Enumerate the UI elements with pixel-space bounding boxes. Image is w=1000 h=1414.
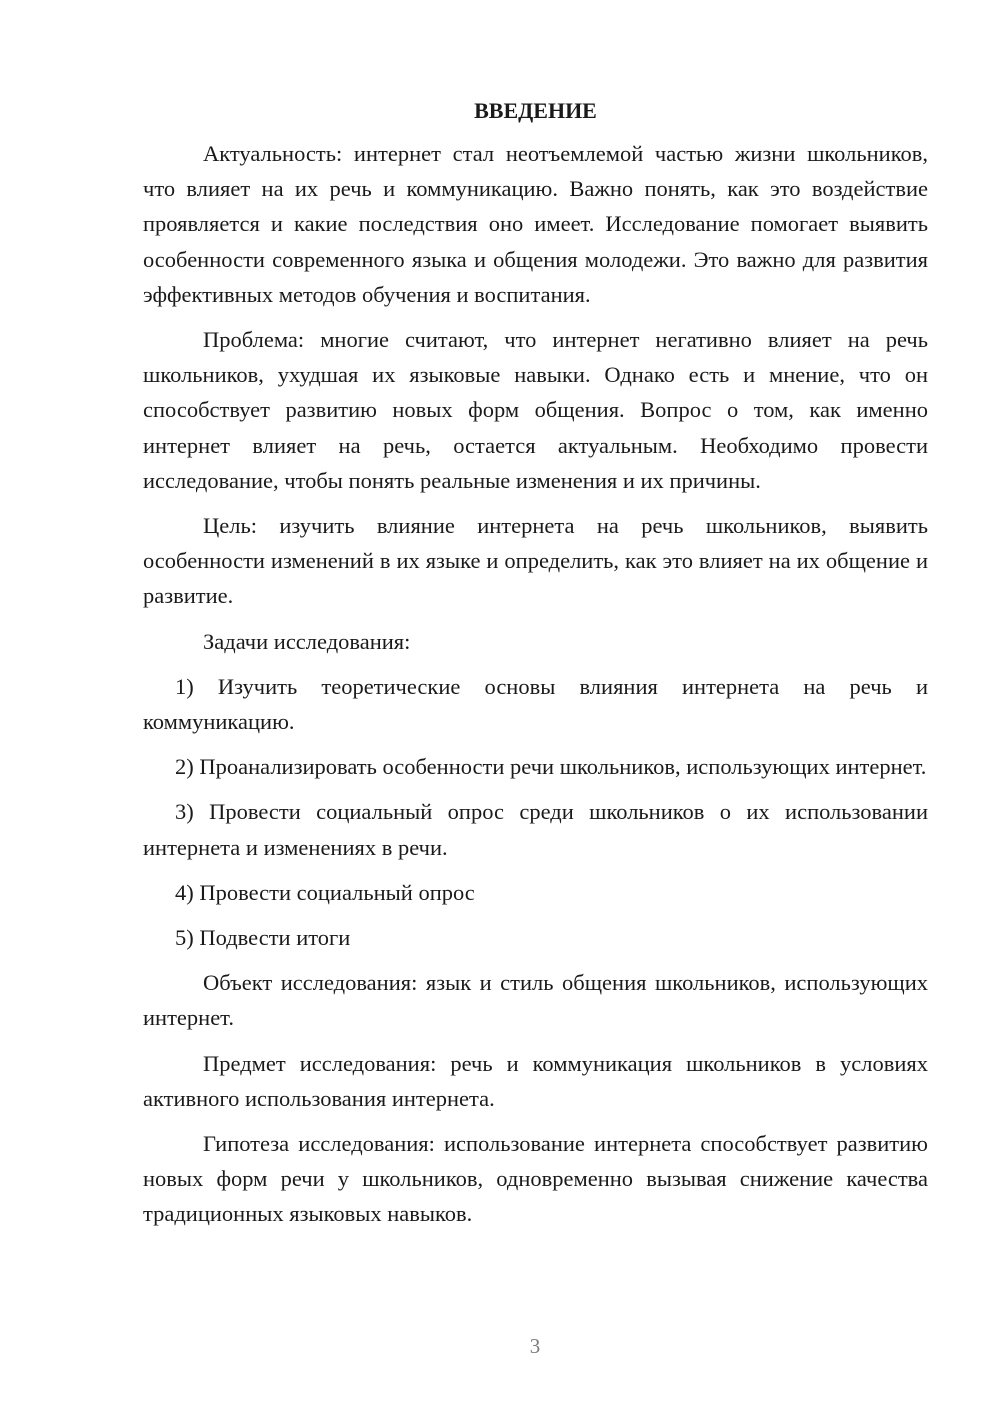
list-item: 3) Провести социальный опрос среди школьников о их использовании интернета и изменениях в речи.	[143, 799, 928, 860]
list-item: 1) Изучить теоретические основы влияния интернета на речь и коммуникацию.	[143, 673, 928, 735]
page-title: ВВЕДЕНИЕ	[474, 98, 597, 123]
tasks-heading: Задачи исследования:	[203, 628, 411, 654]
list-item: 5) Подвести итоги	[175, 925, 351, 951]
tasks-list	[143, 669, 928, 955]
problem-paragraph: Проблема: многие считают, что интернет негативно влияет на речь школьников, ухудшая их языковые навыки. Однако есть и мнение, что он способствует развитию новых форм общения. Вопрос о том, как именно интернет влияет на речь, остается актуальным. Необходимо провести исследование, чтобы понять реальные изменения и их причины.	[143, 327, 928, 493]
relevance-paragraph: Актуальность: интернет стал неотъемлемой частью жизни школьников, что влияет на их речь и коммуникацию. Важно понять, как это воздействие проявляется и какие последствия оно имеет. Исследование помогает выявить особенности современного языка и общения молодежи. Это важно для развития эффективных методов обучения и воспитания.	[143, 141, 928, 307]
document-page	[143, 96, 928, 1242]
hypothesis-paragraph: Гипотеза исследования: использование интернета способствует развитию новых форм речи у школьников, одновременно вызывая снижение качества традиционных языковых навыков.	[143, 1131, 928, 1227]
page-number: 3	[529, 1334, 541, 1358]
list-item: 2) Проанализировать особенности речи школьников, использующих интернет.	[175, 754, 927, 780]
list-item: 4) Провести социальный опрос	[175, 879, 475, 905]
goal-paragraph: Цель: изучить влияние интернета на речь школьников, выявить особенности изменений в их языке и определить, как это влияет на их общение и развитие.	[143, 513, 928, 609]
subject-paragraph: Предмет исследования: речь и коммуникация школьников в условиях активного использования интернета.	[143, 1050, 928, 1111]
object-paragraph: Объект исследования: язык и стиль общения школьников, использующих интернет.	[143, 970, 928, 1031]
